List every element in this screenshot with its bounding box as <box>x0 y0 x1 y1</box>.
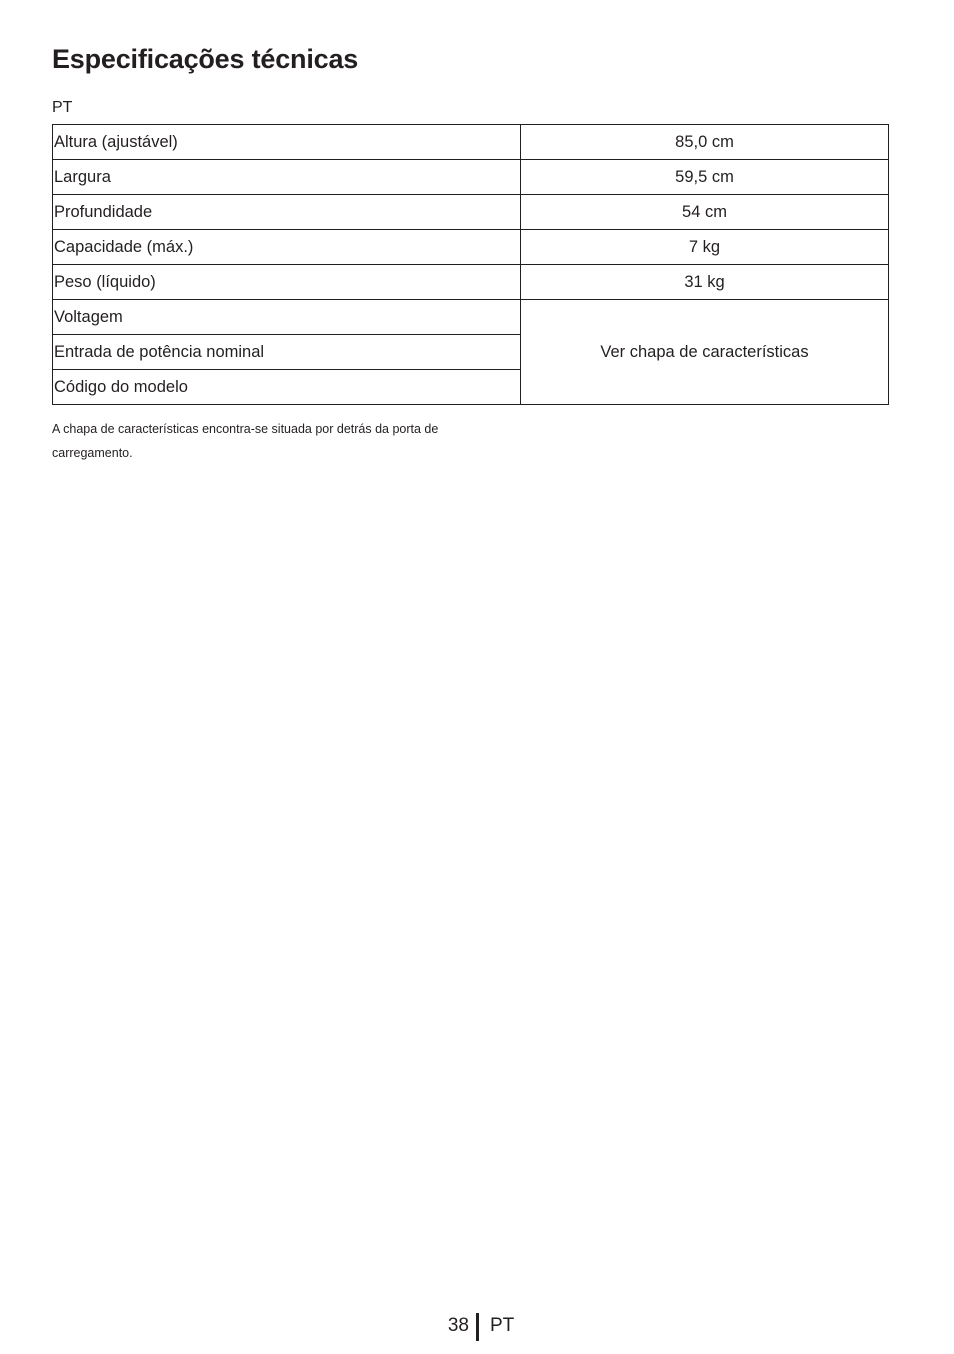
footnote: A chapa de características encontra-se situada por detrás da porta de carregamento. <box>52 422 439 460</box>
footer-divider <box>476 1313 479 1341</box>
spec-label-voltage: Voltagem <box>53 300 521 335</box>
page-title: Especificações técnicas <box>52 44 359 74</box>
spec-label-width: Largura <box>53 160 521 195</box>
spec-label-capacity: Capacidade (máx.) <box>53 230 521 265</box>
spec-label-depth: Profundidade <box>53 195 521 230</box>
page-number: 38 <box>447 1315 469 1336</box>
spec-label-weight: Peso (líquido) <box>53 265 521 300</box>
table-row <box>53 230 889 265</box>
table-row <box>53 125 889 160</box>
table-row <box>53 195 889 230</box>
table-row <box>53 265 889 300</box>
table-row <box>53 160 889 195</box>
spec-value-weight: 31 kg <box>521 265 889 300</box>
spec-value-see-rating-plate: Ver chapa de características <box>521 300 889 405</box>
spec-label-height: Altura (ajustável) <box>53 125 521 160</box>
specifications-table <box>52 124 889 405</box>
footer-language: PT <box>490 1315 515 1336</box>
spec-value-depth: 54 cm <box>521 195 889 230</box>
table-row <box>53 300 889 335</box>
spec-value-capacity: 7 kg <box>521 230 889 265</box>
spec-value-width: 59,5 cm <box>521 160 889 195</box>
spec-label-model-code: Código do modelo <box>53 370 521 405</box>
language-label: PT <box>52 99 73 116</box>
page-footer <box>0 1313 954 1341</box>
spec-label-power-input: Entrada de potência nominal <box>53 335 521 370</box>
spec-value-height: 85,0 cm <box>521 125 889 160</box>
